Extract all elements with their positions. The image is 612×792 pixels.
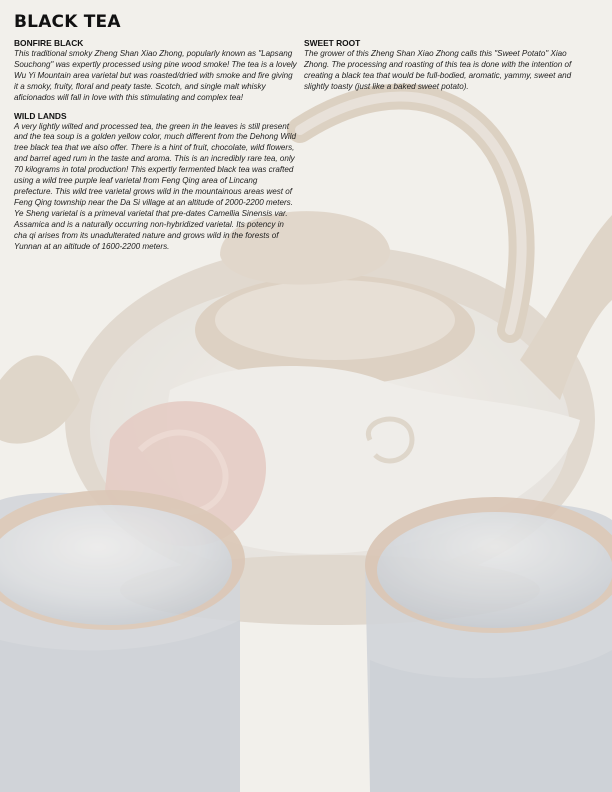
tea-entry-wild-lands — [14, 111, 298, 253]
tea-column-right — [304, 38, 586, 100]
tea-name: BONFIRE BLACK — [14, 38, 84, 48]
tea-name: SWEET ROOT — [304, 38, 361, 48]
page-title: BLACK TEA — [14, 12, 121, 32]
tea-name: WILD LANDS — [14, 110, 67, 121]
tea-description: The grower of this Zheng Shan Xiao Zhong calls this "Sweet Potato" Xiao Zhong. The processing and roasting of this tea is done with the intention of creating a black tea that would be full-bodied, aromatic, yammy, sweet and slightly toasty (just like a baked sweet potato). — [304, 49, 572, 91]
tea-description: This traditional smoky Zheng Shan Xiao Zhong, popularly known as "Lapsang Souchong" was expertly processed using pine wood smoke! The tea is a lovely Wu Yi Mountain area varietal but was roasted/dried with smoke and fire giving it a smoky, fruity, floral and peaty taste. Scotch, and single malt whisky aficionados will fall in love with this stimulating and complex tea! — [14, 49, 297, 102]
tea-description: A very lightly wilted and processed tea, the green in the leaves is still present and the tea soup is a golden yellow color, much different from the Dehong Wild tree black tea that we also offer. There is a hint of fruit, chocolate, wild flowers, and barrel aged rum in the taste and aroma. This is an incredibly rare tea, only 70 kilograms in total production! This expertly fermented black tea was crafted using a wild tree purple leaf varietal from Feng Qing area of Lincang prefecture. This wild tree varietal grows wild in the mountainous areas west of Feng Qing township near the Da Si village at an altitude of 2000-2200 meters. Ye Sheng varietal is a primeval varietal that pre-dates Camellia Sinensis var. Assamica and is a naturally occurring non-hybridized varietal. Its potency in cha qi arises from its unadulterated nature and grows wild in the forests of Yunnan at an altitude of 1600-2200 meters. — [14, 121, 297, 251]
tea-entry-sweet-root — [304, 38, 586, 93]
tea-column-left — [14, 38, 298, 259]
tea-entry-bonfire-black — [14, 38, 298, 104]
